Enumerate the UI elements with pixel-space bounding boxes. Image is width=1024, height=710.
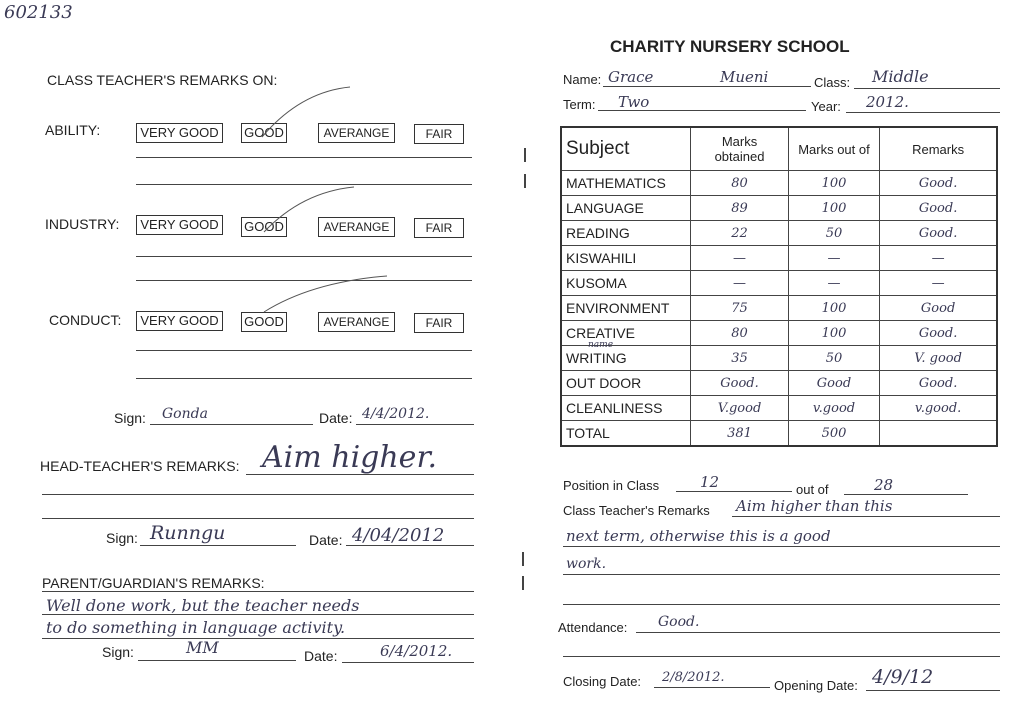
ability-averange-box: AVERANGE [318, 123, 395, 143]
subject-cell: CLEANLINESS [561, 396, 691, 421]
fold-mark-4 [522, 576, 524, 590]
parent-label: PARENT/GUARDIAN'S REMARKS: [42, 575, 265, 591]
out-of-cell: 100 [788, 296, 879, 321]
table-row [561, 171, 997, 196]
table-row [561, 346, 997, 371]
remark-cell: — [880, 246, 997, 271]
class-teacher-sign-line [150, 424, 313, 425]
obtained-cell: — [691, 271, 788, 296]
industry-label: INDUSTRY: [45, 216, 120, 232]
out-of-cell: Good [788, 371, 879, 396]
table-row [561, 221, 997, 246]
ability-line-1 [136, 157, 472, 158]
closing-date-line [654, 687, 770, 688]
subject-cell: OUT DOOR [561, 371, 691, 396]
remark-cell: Good. [880, 196, 997, 221]
position-label: Position in Class [563, 478, 660, 493]
subject-cell: KISWAHILI [561, 246, 691, 271]
name-first: Grace [608, 68, 654, 86]
subject-text: WRITING [566, 350, 627, 366]
subject-cell: KUSOMA [561, 271, 691, 296]
ability-fair-box: FAIR [414, 124, 464, 144]
conduct-averange-box: AVERANGE [318, 312, 395, 332]
subject-cell: CREATIVE [561, 321, 691, 346]
term-label: Term: [563, 97, 596, 112]
table-row [561, 246, 997, 271]
ability-very-good-box: VERY GOOD [136, 123, 223, 143]
industry-line-1 [136, 256, 472, 257]
conduct-line-1 [136, 350, 472, 351]
industry-very-good-box: VERY GOOD [136, 215, 223, 235]
header-marks-obtained: Marks obtained [691, 127, 788, 171]
subject-cell: TOTAL [561, 421, 691, 447]
remark-cell: Good [880, 296, 997, 321]
conduct-good-box: GOOD [241, 312, 287, 332]
parent-line-3 [42, 638, 474, 639]
table-row [561, 321, 997, 346]
attendance-line [636, 632, 1000, 633]
head-teacher-label: HEAD-TEACHER'S REMARKS: [40, 458, 240, 474]
class-teacher-signature: Gonda [162, 406, 208, 422]
obtained-cell: 75 [691, 296, 788, 321]
head-teacher-sign-label: Sign: [106, 530, 138, 546]
conduct-very-good-box: VERY GOOD [136, 311, 223, 331]
parent-sign-line [138, 660, 296, 661]
opening-date-value: 4/9/12 [872, 666, 934, 688]
head-teacher-sign-line [140, 545, 296, 546]
remark-cell: — [880, 271, 997, 296]
year-value: 2012. [866, 93, 909, 111]
conduct-line-2 [136, 378, 472, 379]
obtained-cell: 381 [691, 421, 788, 447]
ability-tick-mark [260, 82, 360, 142]
head-teacher-line-1 [246, 474, 474, 475]
document-number: 602133 [4, 2, 73, 23]
parent-line-2 [42, 614, 474, 615]
obtained-cell: 89 [691, 196, 788, 221]
closing-date-value: 2/8/2012. [662, 670, 725, 685]
subject-cell [561, 340, 691, 371]
out-of-line [844, 494, 968, 495]
obtained-cell: — [691, 246, 788, 271]
ct-remarks-label: Class Teacher's Remarks [563, 503, 710, 518]
fold-mark-1 [524, 148, 526, 162]
subject-cell: READING [561, 221, 691, 246]
parent-line-1 [42, 591, 474, 592]
industry-good-box: GOOD [241, 217, 287, 237]
remark-cell: Good. [880, 321, 997, 346]
class-label: Class: [814, 75, 851, 90]
out-of-label: out of [796, 482, 829, 497]
out-of-cell: 500 [788, 421, 879, 447]
header-marks-out-of: Marks out of [788, 127, 879, 171]
ct-remarks-text-3: work. [566, 556, 607, 572]
attendance-value: Good. [658, 614, 700, 630]
subject-cell: MATHEMATICS [561, 171, 691, 196]
ct-remarks-text-2: next term, otherwise this is a good [566, 527, 831, 545]
parent-remarks-line-2: to do something in language activity. [46, 618, 346, 637]
class-teacher-date-label: Date: [319, 410, 353, 426]
year-label: Year: [811, 99, 841, 114]
remark-cell: v.good. [880, 396, 997, 421]
class-teacher-heading: CLASS TEACHER'S REMARKS ON: [47, 72, 278, 88]
table-row [561, 196, 997, 221]
table-row [561, 421, 997, 447]
head-teacher-date: 4/04/2012 [352, 525, 445, 546]
attendance-line-2 [563, 656, 1000, 657]
head-teacher-line-3 [42, 518, 474, 519]
attendance-label: Attendance: [558, 620, 628, 635]
ct-remarks-line-2 [563, 546, 1000, 547]
writing-annotation: name [588, 340, 614, 350]
out-of-cell: 100 [788, 171, 879, 196]
parent-date: 6/4/2012. [380, 642, 453, 660]
class-teacher-date-line [356, 424, 474, 425]
out-of-cell: 50 [788, 221, 879, 246]
parent-sign-label: Sign: [102, 644, 134, 660]
table-row [561, 271, 997, 296]
position-line [676, 491, 792, 492]
table-row [561, 296, 997, 321]
industry-tick-mark [262, 182, 362, 237]
remark-cell: Good. [880, 221, 997, 246]
head-teacher-signature: Runngu [150, 522, 226, 544]
class-value: Middle [872, 67, 929, 86]
table-row [561, 371, 997, 396]
conduct-tick-mark [262, 270, 392, 320]
ct-remarks-line-3 [563, 574, 1000, 575]
remark-cell: Good. [880, 171, 997, 196]
ct-remarks-line-1 [732, 516, 1000, 517]
obtained-cell: 80 [691, 321, 788, 346]
ability-label: ABILITY: [45, 122, 101, 138]
position-value: 12 [700, 473, 720, 491]
out-of-cell: 100 [788, 196, 879, 221]
obtained-cell: V.good [691, 396, 788, 421]
ct-remarks-line-4 [563, 604, 1000, 605]
class-line [854, 88, 1000, 89]
marks-table [560, 126, 998, 447]
remark-cell: Good. [880, 371, 997, 396]
parent-remarks-line-1: Well done work, but the teacher needs [46, 596, 360, 615]
opening-date-label: Opening Date: [774, 678, 858, 693]
out-of-cell: — [788, 246, 879, 271]
class-teacher-sign-label: Sign: [114, 410, 146, 426]
obtained-cell: 80 [691, 171, 788, 196]
conduct-label: CONDUCT: [49, 312, 122, 328]
marks-table-header [561, 127, 997, 171]
head-teacher-date-label: Date: [309, 532, 343, 548]
header-remarks: Remarks [880, 127, 997, 171]
school-name: CHARITY NURSERY SCHOOL [610, 37, 850, 56]
obtained-cell: 35 [691, 346, 788, 371]
out-of-cell: 100 [788, 321, 879, 346]
head-teacher-line-2 [42, 494, 474, 495]
term-value: Two [618, 93, 650, 111]
table-row [561, 396, 997, 421]
ct-remarks-text-1: Aim higher than this [736, 497, 893, 515]
out-of-cell: — [788, 271, 879, 296]
head-teacher-remarks: Aim higher. [262, 440, 438, 475]
obtained-cell: Good. [691, 371, 788, 396]
conduct-fair-box: FAIR [414, 313, 464, 333]
parent-date-label: Date: [304, 648, 338, 664]
closing-date-label: Closing Date: [563, 674, 642, 689]
name-label: Name: [563, 72, 602, 87]
parent-date-line [342, 662, 474, 663]
remark-cell: V. good [880, 346, 997, 371]
fold-mark-3 [522, 552, 524, 566]
year-line [846, 112, 1000, 113]
industry-fair-box: FAIR [414, 218, 464, 238]
remark-cell [880, 421, 997, 447]
subject-cell: LANGUAGE [561, 196, 691, 221]
header-subject: Subject [561, 127, 691, 171]
name-line [603, 86, 811, 87]
out-of-cell: 50 [788, 346, 879, 371]
fold-mark-2 [524, 174, 526, 188]
out-of-value: 28 [874, 476, 894, 494]
obtained-cell: 22 [691, 221, 788, 246]
class-teacher-date: 4/4/2012. [362, 406, 430, 422]
out-of-cell: v.good [788, 396, 879, 421]
subject-cell: ENVIRONMENT [561, 296, 691, 321]
parent-signature: MM [186, 638, 219, 657]
industry-averange-box: AVERANGE [318, 217, 395, 237]
name-last: Mueni [720, 68, 769, 86]
ability-good-box: GOOD [241, 123, 287, 143]
opening-date-line [866, 690, 1000, 691]
